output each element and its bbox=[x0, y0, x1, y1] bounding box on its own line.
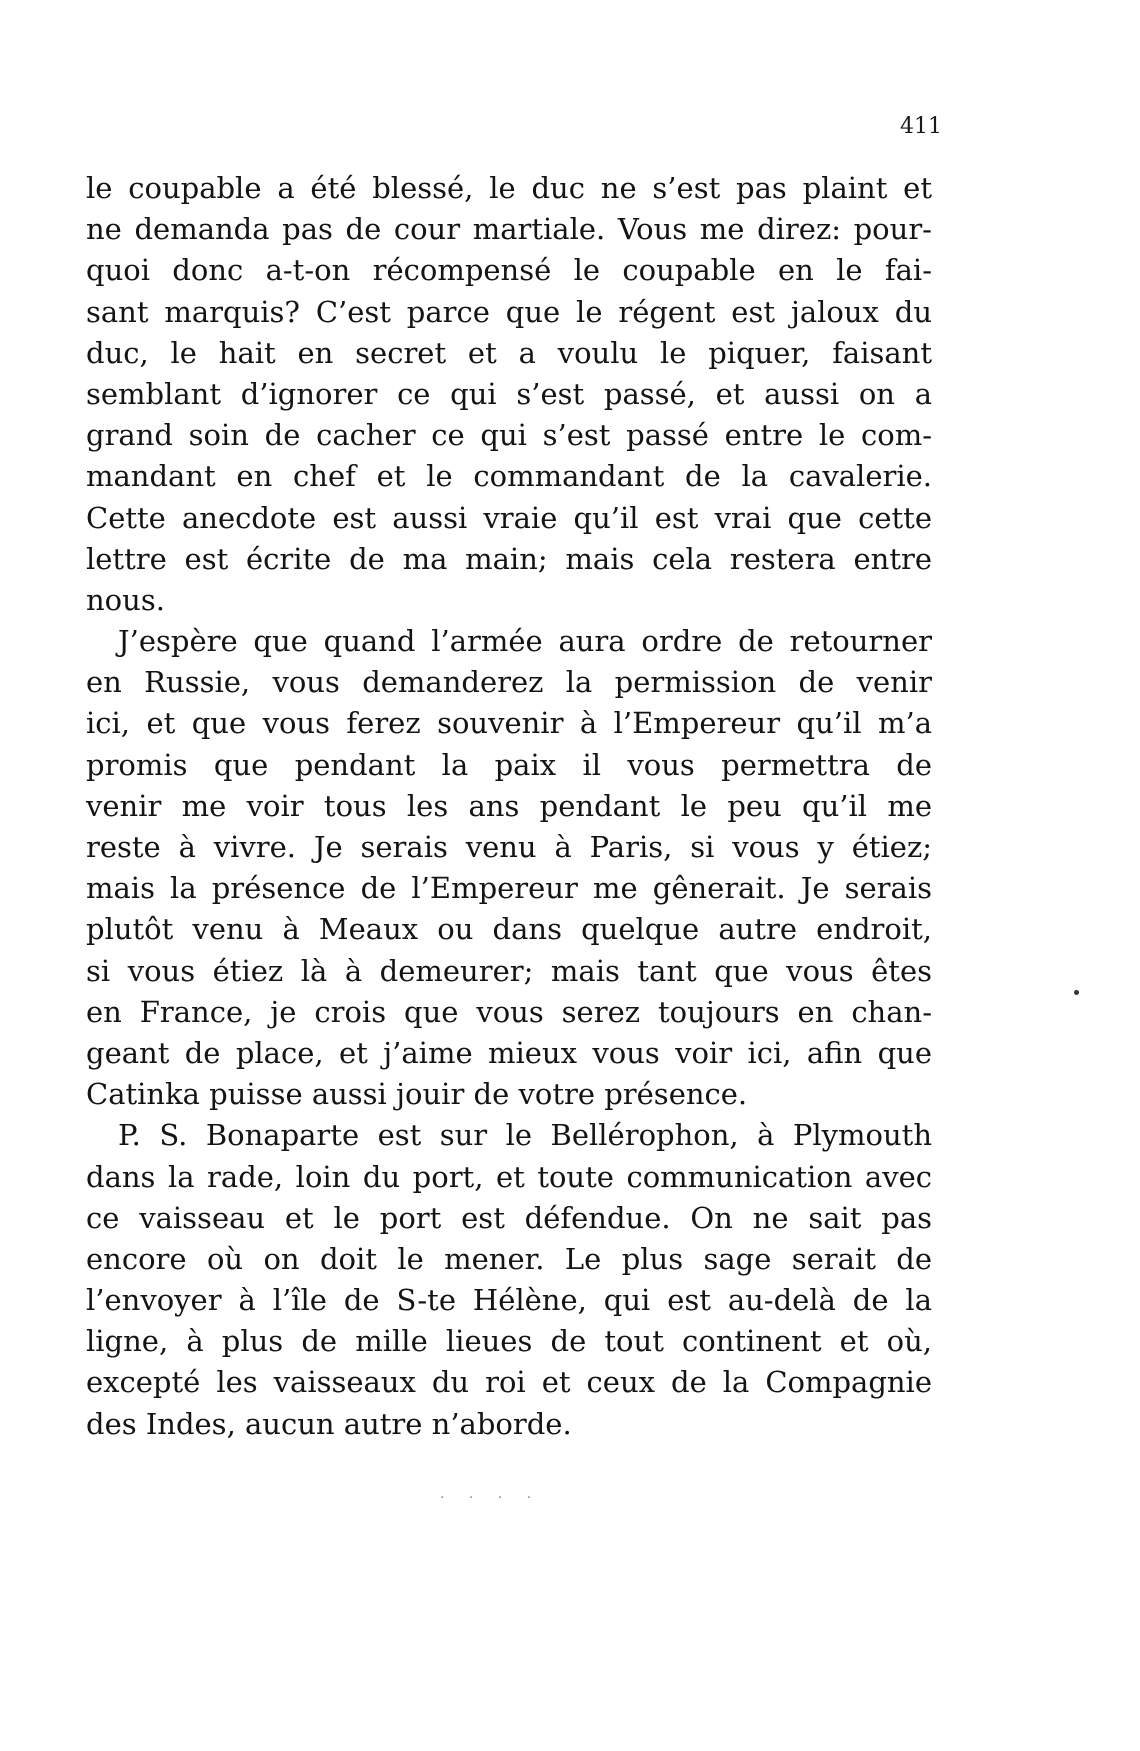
text-line: en Russie, vous demanderez la permission de venir bbox=[86, 665, 932, 700]
text-line: geant de place, et j’aime mieux vous voir ici, afin que bbox=[86, 1035, 932, 1070]
paragraph-end-line: des Indes, aucun autre n’aborde. bbox=[86, 1406, 572, 1441]
text-line: mais la présence de l’Empereur me gênerait. Je serais bbox=[86, 871, 932, 906]
text-line: grand soin de cacher ce qui s’est passé entre le com- bbox=[86, 418, 932, 453]
page-number: 411 bbox=[900, 114, 942, 139]
print-artifact-marks: · · · · bbox=[440, 1490, 542, 1506]
text-line: excepté les vaisseaux du roi et ceux de la Compagnie bbox=[86, 1365, 932, 1400]
text-line: ce vaisseau et le port est défendue. On ne sait pas bbox=[86, 1200, 932, 1235]
print-speck bbox=[1074, 990, 1079, 995]
text-line: ne demanda pas de cour martiale. Vous me direz: pour- bbox=[86, 212, 932, 247]
text-line: ici, et que vous ferez souvenir à l’Empereur qu’il m’a bbox=[86, 706, 932, 741]
text-line: plutôt venu à Meaux ou dans quelque autre endroit, bbox=[86, 912, 932, 947]
text-line: Cette anecdote est aussi vraie qu’il est vrai que cette bbox=[86, 500, 932, 535]
paragraph-end-line: nous. bbox=[86, 582, 165, 617]
text-line: quoi donc a-t-on récompensé le coupable en le fai- bbox=[86, 253, 932, 288]
paragraph-end-line: Catinka puisse aussi jouir de votre présence. bbox=[86, 1077, 748, 1112]
text-line: promis que pendant la paix il vous permettra de bbox=[86, 747, 932, 782]
text-line: encore où on doit le mener. Le plus sage serait de bbox=[86, 1241, 932, 1276]
text-line: dans la rade, loin du port, et toute communication avec bbox=[86, 1159, 932, 1194]
paragraph-start-line: P. S. Bonaparte est sur le Bellérophon, à Plymouth bbox=[118, 1118, 932, 1153]
text-line: reste à vivre. Je serais venu à Paris, si vous y étiez; bbox=[86, 830, 932, 864]
text-line: mandant en chef et le commandant de la cavalerie. bbox=[86, 459, 932, 494]
text-line: sant marquis? C’est parce que le régent est jaloux du bbox=[86, 294, 932, 329]
text-line: en France, je crois que vous serez toujours en chan- bbox=[86, 994, 932, 1029]
paragraph-start-line: J’espère que quand l’armée aura ordre de retourner bbox=[118, 624, 932, 659]
text-line: duc, le hait en secret et a voulu le piquer, faisant bbox=[86, 335, 932, 370]
text-line: lettre est écrite de ma main; mais cela restera entre bbox=[86, 541, 932, 576]
text-line: semblant d’ignorer ce qui s’est passé, et aussi on a bbox=[86, 376, 932, 411]
text-line: le coupable a été blessé, le duc ne s’est pas plaint et bbox=[86, 171, 932, 205]
body-text bbox=[86, 168, 932, 1445]
text-line: l’envoyer à l’île de S-te Hélène, qui est au-delà de la bbox=[86, 1283, 932, 1318]
text-line: venir me voir tous les ans pendant le peu qu’il me bbox=[86, 788, 932, 823]
text-line: si vous étiez là à demeurer; mais tant que vous êtes bbox=[86, 953, 932, 988]
text-line: ligne, à plus de mille lieues de tout continent et où, bbox=[86, 1324, 932, 1359]
